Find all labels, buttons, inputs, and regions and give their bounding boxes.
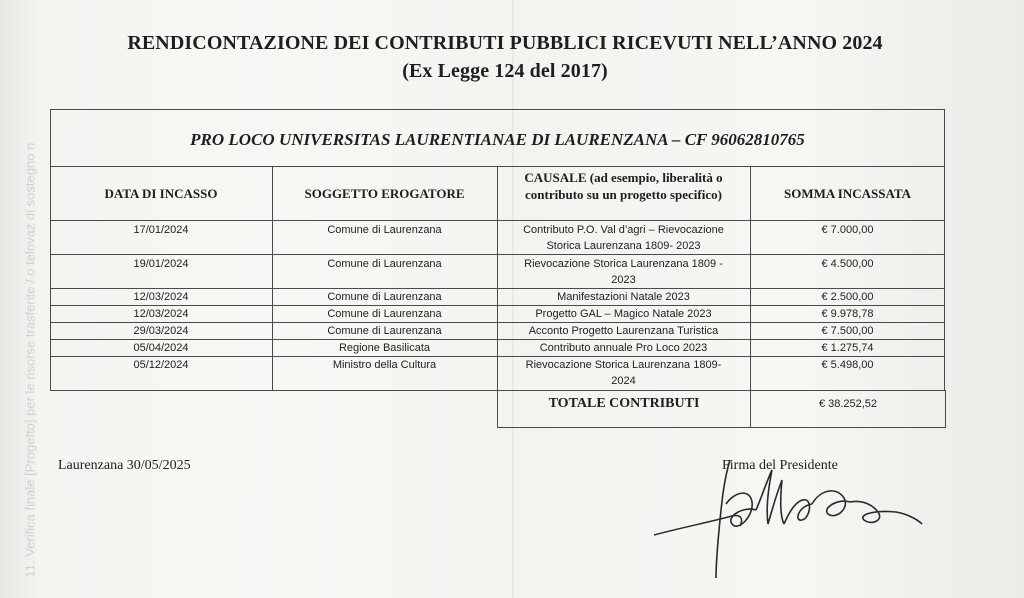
cell-issuer: Regione Basilicata [338, 342, 431, 354]
cell-amount: € 9.978,78 [821, 308, 874, 320]
header-causale-line1: CAUSALE (ad esempio, liberalità o [524, 170, 723, 185]
cell-amount: € 2.500,00 [821, 291, 874, 303]
cell-causale: Progetto GAL – Magico Natale 2023 [535, 308, 712, 320]
cell-date: 05/12/2024 [133, 359, 189, 371]
bleed-through-text: 11. Verifica finale [Progetto] per le risorse trasferite / o telovaz di sostegno n [22, 142, 38, 578]
cell-date: 29/03/2024 [133, 325, 189, 337]
cell-causale-line2: Storica Laurenzana 1809- 2023 [546, 240, 701, 252]
signature-stroke [812, 491, 850, 516]
cell-amount: € 5.498,00 [821, 359, 874, 371]
signature-stroke [654, 515, 742, 535]
cell-date: 12/03/2024 [133, 291, 189, 303]
cell-amount: € 1.275,74 [821, 342, 874, 354]
cell-causale [497, 256, 750, 288]
signature-stroke [850, 501, 922, 524]
signature-label: Firma del Presidente [722, 458, 838, 473]
cell-causale-line1: Rievocazione Storica Laurenzana 1809 - [524, 258, 723, 270]
signature-stroke [756, 470, 784, 524]
cell-causale: Contributo annuale Pro Loco 2023 [539, 342, 708, 354]
cell-issuer: Ministro della Cultura [332, 359, 437, 371]
cell-amount: € 7.500,00 [821, 325, 874, 337]
row-divider [50, 254, 945, 255]
cell-issuer: Comune di Laurenzana [327, 325, 442, 337]
column-divider [945, 390, 946, 428]
cell-causale: Manifestazioni Natale 2023 [557, 291, 690, 303]
document-subtitle: (Ex Legge 124 del 2017) [402, 60, 608, 82]
place-and-date: Laurenzana 30/05/2025 [58, 458, 191, 473]
signature-stroke [784, 500, 812, 524]
cell-date: 19/01/2024 [133, 258, 189, 270]
cell-causale-line2: 2024 [611, 375, 636, 387]
cell-causale [497, 222, 750, 254]
organization-name: PRO LOCO UNIVERSITAS LAURENTIANAE DI LAURENZANA – CF 96062810765 [190, 130, 805, 149]
cell-issuer: Comune di Laurenzana [327, 308, 442, 320]
cell-causale [497, 357, 750, 389]
total-label: TOTALE CONTRIBUTI [548, 396, 700, 411]
cell-issuer: Comune di Laurenzana [327, 224, 442, 236]
cell-issuer: Comune di Laurenzana [327, 291, 442, 303]
cell-date: 12/03/2024 [133, 308, 189, 320]
header-causale-line2: contributo su un progetto specifico) [525, 187, 722, 202]
header-amount: SOMMA INCASSATA [783, 186, 911, 201]
total-value: € 38.252,52 [818, 398, 878, 410]
cell-causale-line2: 2023 [611, 274, 636, 286]
cell-date: 05/04/2024 [133, 342, 189, 354]
president-signature [640, 440, 940, 590]
header-date: DATA DI INCASSO [104, 186, 218, 201]
table-divider [497, 427, 946, 428]
cell-date: 17/01/2024 [133, 224, 189, 236]
cell-amount: € 7.000,00 [821, 224, 874, 236]
cell-causale-line1: Contributo P.O. Val d’agri – Rievocazione [523, 224, 724, 236]
cell-amount: € 4.500,00 [821, 258, 874, 270]
header-causale [497, 169, 750, 203]
cell-issuer: Comune di Laurenzana [327, 258, 442, 270]
cell-causale: Acconto Progetto Laurenzana Turistica [528, 325, 719, 337]
document-title: RENDICONTAZIONE DEI CONTRIBUTI PUBBLICI RICEVUTI NELL’ANNO 2024 [127, 32, 883, 54]
cell-causale-line1: Rievocazione Storica Laurenzana 1809- [525, 359, 722, 371]
header-issuer: SOGGETTO EROGATORE [304, 186, 465, 201]
